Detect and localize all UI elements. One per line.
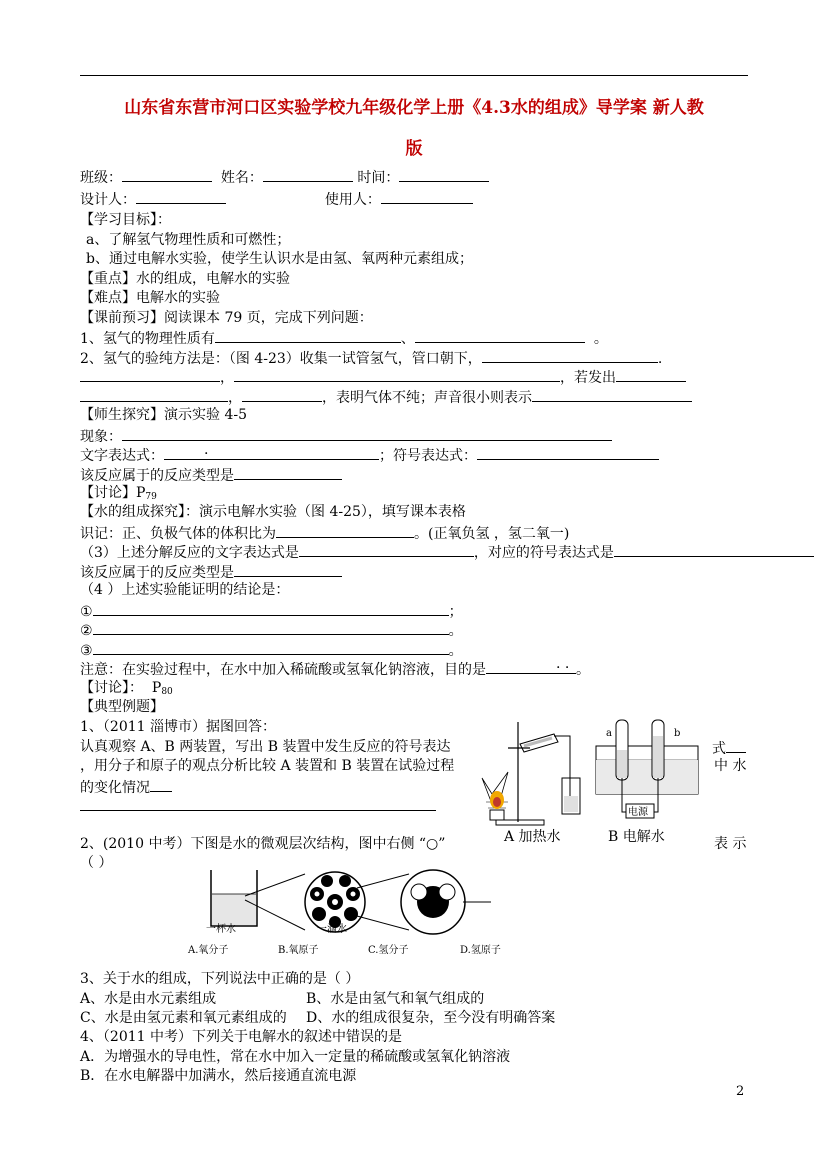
designer-blank[interactable] bbox=[136, 189, 226, 204]
option-b-label: B.氧原子 bbox=[278, 945, 319, 956]
header-row-2 bbox=[80, 189, 473, 209]
example-4-option-b: B．在水电解器中加满水，然后接通直流电源 bbox=[80, 1068, 357, 1084]
document-title-line1: 山东省东营市河口区实验学校九年级化学上册《4.3水的组成》导学案 新人教 bbox=[124, 98, 704, 118]
figure-a-label: A 加热水 bbox=[504, 829, 561, 845]
option-d-label: D.氢原子 bbox=[460, 945, 501, 956]
option-c-label: C.氢分子 bbox=[368, 945, 409, 956]
example-3-option-a: A、水是由水元素组成 bbox=[80, 991, 217, 1007]
phenomenon-blank[interactable] bbox=[122, 426, 612, 441]
example-2-right: 表 示 bbox=[714, 836, 747, 852]
example-1-line3: 的变化情况 bbox=[80, 777, 172, 797]
user-blank[interactable] bbox=[381, 189, 473, 204]
page-number: 2 bbox=[736, 1084, 745, 1099]
name-blank[interactable] bbox=[263, 167, 353, 182]
example-3-option-c: C、水是由氢元素和氧元素组成的 bbox=[80, 1010, 287, 1026]
discuss-2: 【讨论】： $P_{80}$ bbox=[80, 680, 173, 697]
user-label: 使用人： bbox=[324, 192, 381, 208]
goal-b: b、通过电解水实验，使学生认识水是由氢、氧两种元素组成； bbox=[86, 251, 473, 267]
difficulty: 【难点】电解水的实验 bbox=[80, 290, 220, 306]
example-1-line2: ，用分子和原子的观点分析比较 A 装置和 B 装置在试验过程 bbox=[80, 758, 455, 774]
note-blank[interactable]: . . bbox=[486, 659, 576, 674]
document-title-line2: 版 bbox=[405, 139, 423, 159]
tube-a-letter: a bbox=[606, 728, 612, 739]
symbol-equation-blank[interactable] bbox=[477, 445, 659, 460]
time-blank[interactable] bbox=[399, 167, 489, 182]
q2-blank-2[interactable] bbox=[80, 367, 220, 382]
example-1-head: 1、（2011 淄博市）据图回答： bbox=[80, 719, 276, 735]
conclusion-3: ③ 。 bbox=[80, 640, 463, 660]
example-1-line1: 认真观察 A、B 两装置，写出 B 装置中发生反应的符号表达 bbox=[80, 739, 451, 755]
q2-blank-6[interactable] bbox=[242, 387, 322, 402]
goals-heading: 【学习目标】： bbox=[80, 212, 171, 228]
class-blank[interactable] bbox=[122, 167, 212, 182]
reaction-type-2: 该反应属于的反应类型是 bbox=[80, 562, 342, 582]
example-1-line4 bbox=[80, 796, 436, 816]
word-equation-blank[interactable]: . bbox=[164, 445, 379, 460]
example-3-option-b: B、水是由氢气和氧气组成的 bbox=[306, 991, 485, 1007]
key-point: 【重点】水的组成，电解水的实验 bbox=[80, 271, 290, 287]
e1-change-blank[interactable] bbox=[150, 777, 172, 792]
question-2-line2: ， ，若发出 bbox=[80, 367, 686, 387]
e1-change-blank-2[interactable] bbox=[80, 796, 436, 811]
name-label: 姓名： bbox=[220, 170, 263, 186]
q3-symbol-blank[interactable] bbox=[614, 542, 814, 557]
q3-word-blank[interactable] bbox=[299, 542, 474, 557]
question-2-line1: 2、氢气的验纯方法是：（图 4-23）收集一试管氢气，管口朝下， . bbox=[80, 348, 662, 368]
electrolysis-apparatus-figure bbox=[590, 716, 708, 828]
power-supply-label: 电源 bbox=[628, 807, 648, 818]
goal-a: a、了解氢气物理性质和可燃性； bbox=[86, 232, 291, 248]
example-4-option-a: A．为增强水的导电性，常在水中加入一定量的稀硫酸或氢氧化钠溶液 bbox=[80, 1049, 511, 1065]
q2-blank-5[interactable] bbox=[80, 387, 228, 402]
example-1-line2-right: 中 水 bbox=[714, 758, 747, 774]
tube-b-letter: b bbox=[674, 728, 681, 739]
discuss-1: 【讨论】$P_{79}$ bbox=[80, 485, 157, 502]
q1-blank-2[interactable] bbox=[415, 328, 585, 343]
e1-symbol-blank[interactable] bbox=[726, 738, 746, 753]
class-label: 班级： bbox=[80, 170, 122, 186]
q2-blank-4[interactable] bbox=[616, 367, 686, 382]
preview: 【课前预习】阅读课本 79 页，完成下列问题： bbox=[80, 310, 373, 326]
reaction-type-1: 该反应属于的反应类型是 bbox=[80, 465, 342, 485]
water-micro-structure-figure bbox=[205, 864, 495, 940]
q3-line: （3）上述分解反应的文字表达式是 ，对应的符号表达式是 bbox=[80, 542, 814, 562]
example-3-line: 3、关于水的组成，下列说法中正确的是（ ） bbox=[80, 971, 360, 987]
figure-b-label: B 电解水 bbox=[608, 829, 665, 845]
one-cup-water-label: 一杯水 bbox=[206, 924, 236, 935]
question-2-line3: ， ，表明气体不纯；声音很小则表示 bbox=[80, 387, 692, 407]
conclusion-2-blank[interactable] bbox=[93, 620, 449, 635]
option-a-label: A.氧分子 bbox=[188, 945, 229, 956]
note-line: 注意：在实验过程中，在水中加入稀硫酸或氢氧化钠溶液，目的是 . . 。 bbox=[80, 656, 590, 678]
reaction-type-blank-2[interactable] bbox=[234, 562, 342, 577]
q2-blank-3[interactable] bbox=[234, 367, 560, 382]
time-label: 时间： bbox=[357, 170, 400, 186]
header-row-1 bbox=[80, 167, 489, 187]
explore-heading: 【师生探究】演示实验 4-5 bbox=[80, 407, 247, 423]
conclusion-2: ② 。 bbox=[80, 620, 463, 640]
conclusion-1-blank[interactable] bbox=[93, 601, 449, 616]
q1-blank-1[interactable] bbox=[215, 328, 401, 343]
q4-line: （4 ）上述实验能证明的结论是： bbox=[80, 582, 290, 598]
phenomenon: 现象： bbox=[80, 426, 612, 446]
example-4-line: 4、（2011 中考）下列关于电解水的叙述中错误的是 bbox=[80, 1029, 402, 1045]
q2-blank-1[interactable] bbox=[482, 348, 658, 363]
example-2-paren: （ ） bbox=[80, 855, 113, 871]
example-2-line: 2、(2010 中考）下图是水的微观层次结构，图中右侧 “○” bbox=[80, 836, 446, 852]
conclusion-3-blank[interactable] bbox=[93, 640, 449, 655]
example-3-option-d: D、水的组成很复杂，至今没有明确答案 bbox=[306, 1010, 556, 1026]
reaction-type-blank-1[interactable] bbox=[234, 465, 342, 480]
ratio-blank[interactable] bbox=[276, 523, 414, 538]
equations: 文字表达式： . ；符号表达式： bbox=[80, 445, 659, 465]
heating-water-apparatus-figure bbox=[478, 718, 600, 830]
question-1: 1、氢气的物理性质有 、 。 bbox=[80, 328, 608, 348]
examples-heading: 【典型例题】 bbox=[80, 699, 164, 715]
header-rule bbox=[80, 75, 748, 76]
q2-blank-7[interactable] bbox=[532, 387, 692, 402]
remember-ratio: 识记：正、负极气体的体积比为 。(正氧负氢 ，氢二氧一) bbox=[80, 523, 569, 543]
one-drop-water-label: 一滴水 bbox=[317, 924, 347, 935]
conclusion-1: ① ； bbox=[80, 601, 463, 621]
composition-heading: 【水的组成探究】：演示电解水实验（图 4-25），填写课本表格 bbox=[80, 504, 466, 520]
example-1-line1-right: 式 bbox=[712, 738, 746, 758]
designer-label: 设计人： bbox=[80, 192, 136, 208]
